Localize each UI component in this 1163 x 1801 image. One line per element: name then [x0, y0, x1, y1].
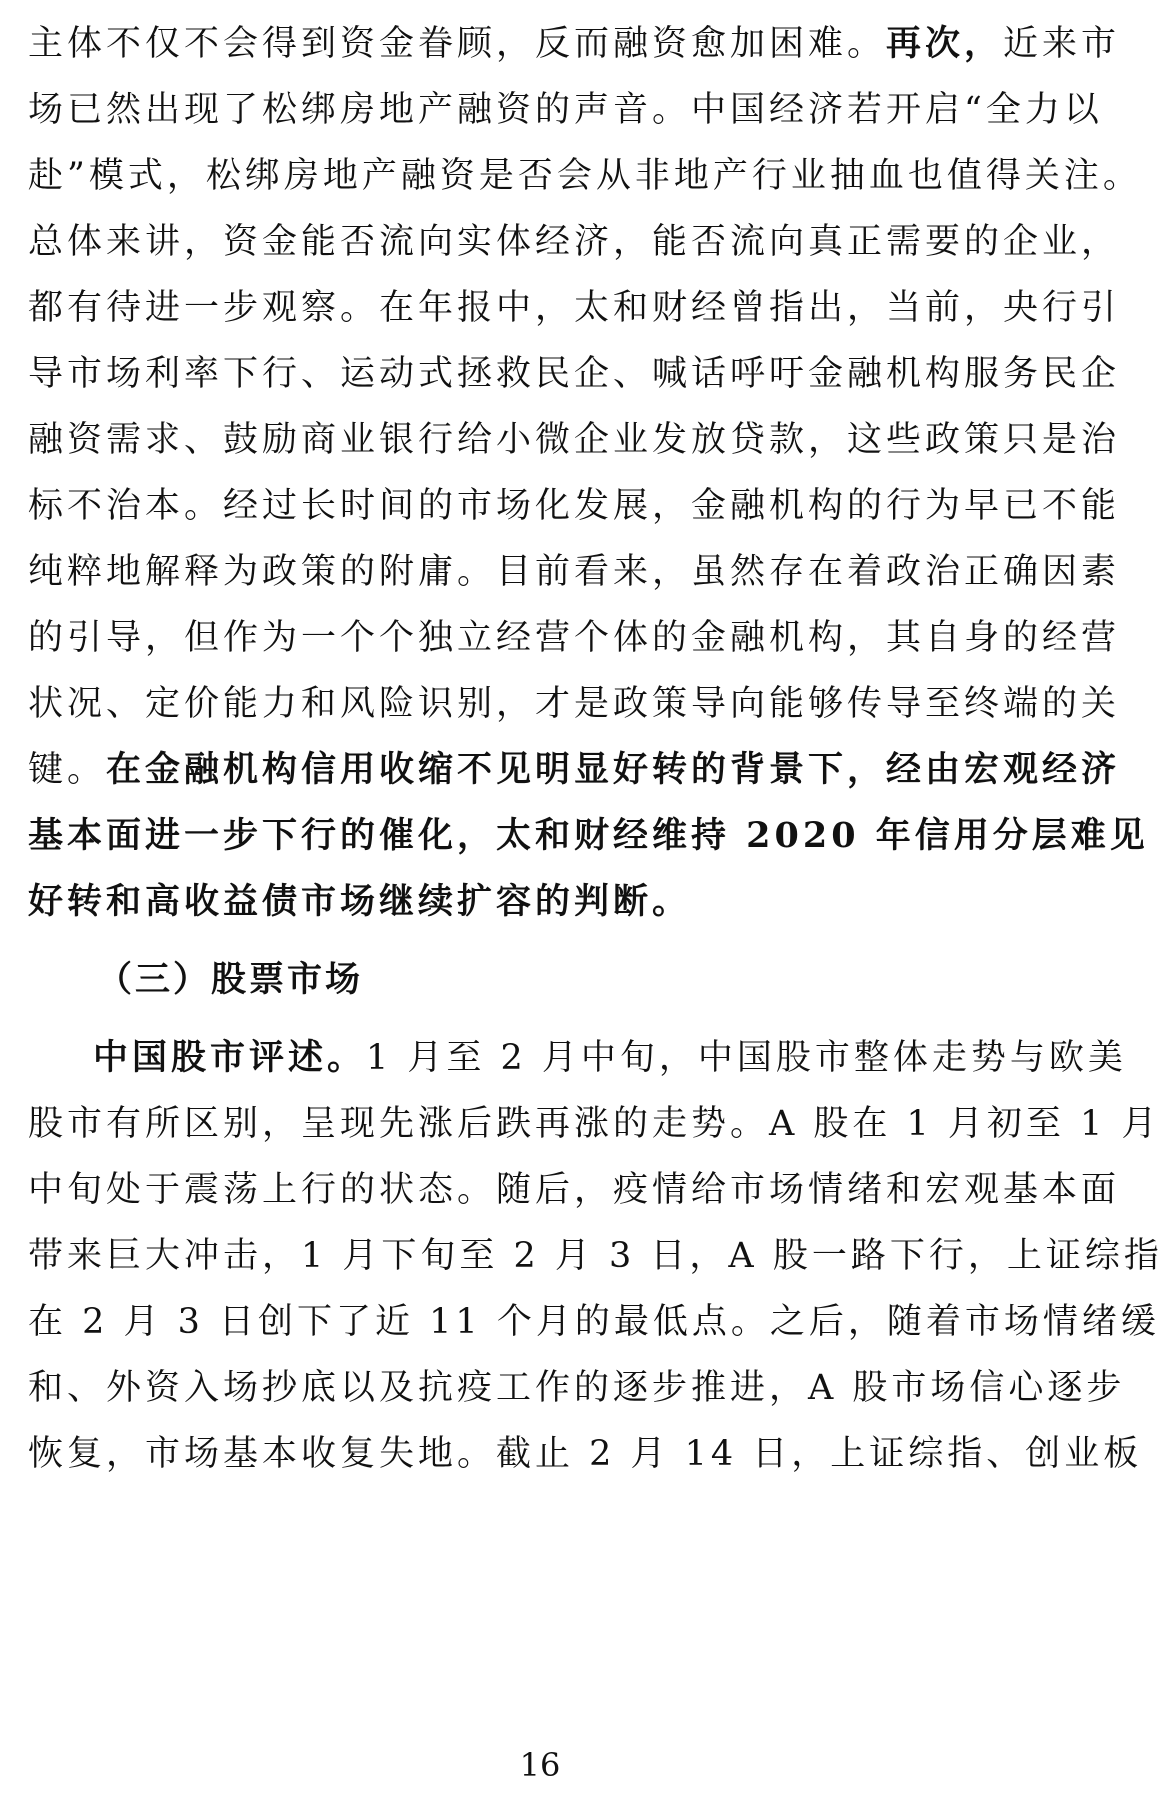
text-run: 带来巨大冲击，1 月下旬至 2 月 3 日，A 股一路下行，上证综指 [28, 1236, 1163, 1276]
text-run: 近来市 [1003, 24, 1121, 64]
text-run-bold: 中国股市评述。 [93, 1037, 367, 1078]
text-line [28, 542, 1121, 602]
text-run: 在 2 月 3 日创下了近 11 个月的最低点。之后，随着市场情绪缓 [28, 1302, 1160, 1342]
text-run: 纯粹地解释为政策的附庸。目前看来，虽然存在着政治正确因素 [28, 552, 1121, 592]
text-run: 导市场利率下行、运动式拯救民企、喊话呼吁金融机构服务民企 [28, 354, 1121, 394]
section-heading: （三）股票市场 [97, 959, 364, 1000]
text-line [28, 608, 1121, 668]
text-line [28, 1292, 1160, 1352]
text-run: 和、外资入场抄底以及抗疫工作的逐步推进，A 股市场信心逐步 [28, 1368, 1126, 1408]
text-run: 股市有所区别，呈现先涨后跌再涨的走势。A 股在 1 月初至 1 月 [28, 1104, 1161, 1144]
text-line [28, 1160, 1121, 1220]
text-line [28, 740, 1121, 800]
text-line [28, 476, 1121, 536]
text-line [28, 80, 1103, 140]
text-line [28, 674, 1121, 734]
text-line [28, 278, 1121, 338]
text-run-bold: 再次， [886, 23, 1004, 64]
text-run: 键。 [28, 750, 107, 790]
text-run: 标不治本。经过长时间的市场化发展，金融机构的行为早已不能 [28, 486, 1121, 526]
text-run: 融资需求、鼓励商业银行给小微企业发放贷款，这些政策只是治 [28, 420, 1121, 460]
text-run: 都有待进一步观察。在年报中，太和财经曾指出，当前，央行引 [28, 288, 1121, 328]
text-run: 状况、定价能力和风险识别，才是政策导向能够传导至终端的关 [28, 684, 1121, 724]
text-run-bold: 在金融机构信用收缩不见明显好转的背景下，经由宏观经济 [106, 749, 1121, 790]
text-run: 主体不仅不会得到资金眷顾，反而融资愈加困难。 [28, 24, 887, 64]
text-run: 恢复，市场基本收复失地。截止 2 月 14 日，上证综指、创业板 [28, 1434, 1143, 1474]
text-run: 的引导，但作为一个个独立经营个体的金融机构，其自身的经营 [28, 618, 1121, 658]
text-run: 中旬处于震荡上行的状态。随后，疫情给市场情绪和宏观基本面 [28, 1170, 1121, 1210]
text-line [28, 1358, 1126, 1418]
text-line [28, 344, 1121, 404]
text-line [28, 410, 1121, 470]
text-line [93, 1028, 1127, 1088]
text-line [28, 1424, 1143, 1484]
text-run: 场已然出现了松绑房地产融资的声音。中国经济若开启“全力以 [28, 90, 1103, 130]
text-line-bold [28, 806, 1149, 866]
page-number: 16 [519, 1746, 561, 1784]
text-run-bold: 好转和高收益债市场继续扩容的判断。 [28, 881, 692, 922]
text-run: 总体来讲，资金能否流向实体经济，能否流向真正需要的企业， [28, 222, 1121, 262]
text-line [28, 212, 1121, 272]
text-run: 赴”模式，松绑房地产融资是否会从非地产行业抽血也值得关注。 [28, 156, 1142, 196]
text-line [28, 1094, 1161, 1154]
text-line [28, 1226, 1163, 1286]
text-run-bold: 基本面进一步下行的催化，太和财经维持 2020 年信用分层难见 [28, 815, 1149, 856]
text-line [28, 146, 1142, 206]
text-line-bold [28, 872, 1052, 932]
text-run: 1 月至 2 月中旬，中国股市整体走势与欧美 [366, 1038, 1127, 1078]
text-line [28, 14, 1121, 74]
